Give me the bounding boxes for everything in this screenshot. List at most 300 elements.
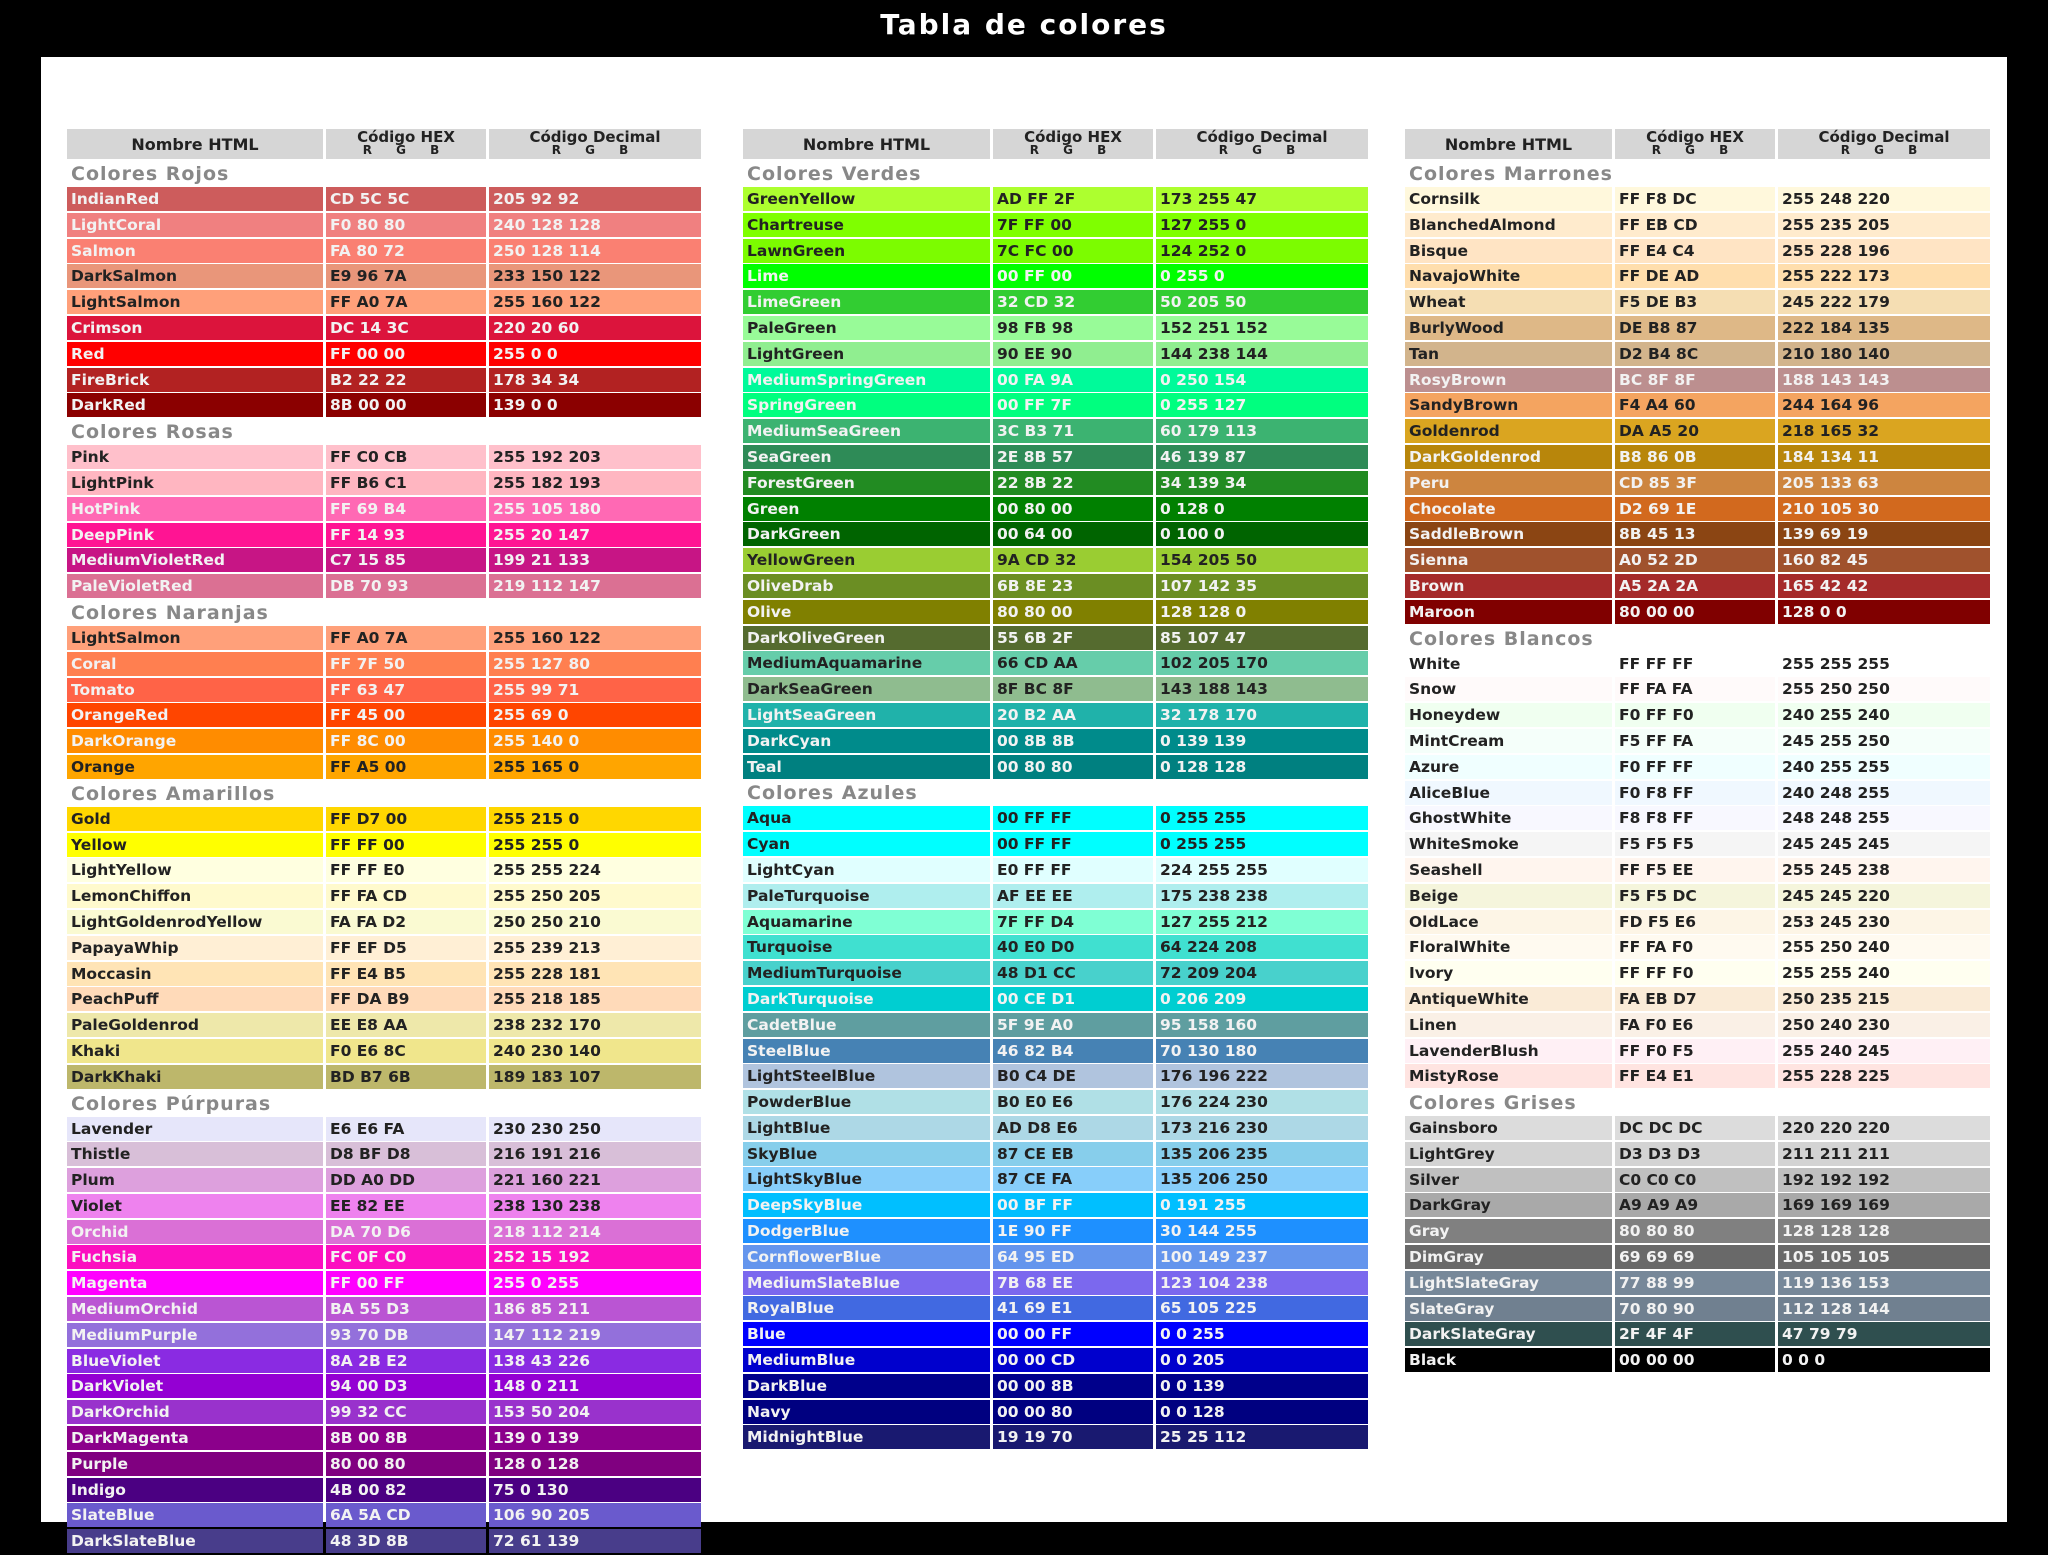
color-row [1405, 961, 1993, 985]
color-decimal: 255 239 213 [489, 936, 701, 960]
color-name: Plum [67, 1168, 323, 1192]
color-hex: F5 F5 F5 [1615, 832, 1775, 856]
color-name: LightSteelBlue [743, 1064, 990, 1088]
color-name: CadetBlue [743, 1013, 990, 1037]
color-name: PeachPuff [67, 987, 323, 1011]
color-row [1405, 368, 1993, 392]
color-row [67, 471, 704, 495]
color-name: MediumSpringGreen [743, 368, 990, 392]
color-name: SaddleBrown [1405, 522, 1612, 546]
color-hex: 80 80 00 [993, 600, 1153, 624]
color-decimal: 240 230 140 [489, 1039, 701, 1063]
color-name: DodgerBlue [743, 1219, 990, 1243]
color-decimal: 50 205 50 [1156, 290, 1368, 314]
color-name: LightYellow [67, 858, 323, 882]
header-decimal [489, 129, 701, 159]
color-row [743, 445, 1371, 469]
color-hex: C0 C0 C0 [1615, 1168, 1775, 1192]
color-name: LightSalmon [67, 626, 323, 650]
color-hex: FF 63 47 [326, 678, 486, 702]
color-hex: 64 95 ED [993, 1245, 1153, 1269]
color-row [1405, 1039, 1993, 1063]
color-name: Teal [743, 755, 990, 779]
color-name: SeaGreen [743, 445, 990, 469]
color-hex: FF DA B9 [326, 987, 486, 1011]
color-name: Olive [743, 600, 990, 624]
color-name: DarkViolet [67, 1374, 323, 1398]
header-decimal-label: Código Decimal [529, 128, 661, 146]
color-name: Chartreuse [743, 213, 990, 237]
color-row [743, 1374, 1371, 1398]
color-name: LightCoral [67, 213, 323, 237]
color-name: LightSlateGray [1405, 1271, 1612, 1295]
color-column-2 [743, 129, 1371, 1451]
color-row [67, 833, 704, 857]
color-row [743, 1013, 1371, 1037]
color-row [67, 936, 704, 960]
color-name: Peru [1405, 471, 1612, 495]
color-hex: 66 CD AA [993, 651, 1153, 675]
color-row [1405, 1245, 1993, 1269]
color-row [67, 858, 704, 882]
color-name: PapayaWhip [67, 936, 323, 960]
color-hex: FF 14 93 [326, 523, 486, 547]
color-hex: BA 55 D3 [326, 1297, 486, 1321]
color-hex: B0 E0 E6 [993, 1090, 1153, 1114]
color-hex: 1E 90 FF [993, 1219, 1153, 1243]
color-decimal: 210 180 140 [1778, 342, 1990, 366]
header-decimal [1778, 129, 1990, 159]
color-decimal: 160 82 45 [1778, 548, 1990, 572]
color-row [743, 1090, 1371, 1114]
color-name: SteelBlue [743, 1039, 990, 1063]
color-decimal: 95 158 160 [1156, 1013, 1368, 1037]
color-row [743, 677, 1371, 701]
color-row [743, 1322, 1371, 1346]
color-name: Tan [1405, 342, 1612, 366]
color-name: PaleVioletRed [67, 574, 323, 598]
color-name: OliveDrab [743, 574, 990, 598]
color-name: Green [743, 497, 990, 521]
color-decimal: 47 79 79 [1778, 1322, 1990, 1346]
color-decimal: 219 112 147 [489, 574, 701, 598]
color-row [67, 884, 704, 908]
color-decimal: 173 216 230 [1156, 1116, 1368, 1140]
color-row [743, 935, 1371, 959]
color-row [743, 1245, 1371, 1269]
color-decimal: 169 169 169 [1778, 1193, 1990, 1217]
color-hex: FF E4 C4 [1615, 239, 1775, 263]
color-row [1405, 471, 1993, 495]
color-name: DarkGray [1405, 1193, 1612, 1217]
color-hex: DE B8 87 [1615, 316, 1775, 340]
color-decimal: 218 112 214 [489, 1220, 701, 1244]
color-decimal: 250 240 230 [1778, 1013, 1990, 1037]
color-decimal: 0 255 0 [1156, 264, 1368, 288]
color-decimal: 255 250 240 [1778, 935, 1990, 959]
color-hex: FF 00 FF [326, 1271, 486, 1295]
color-decimal: 0 139 139 [1156, 729, 1368, 753]
color-row [67, 1426, 704, 1450]
color-name: OldLace [1405, 910, 1612, 934]
color-name: ForestGreen [743, 471, 990, 495]
color-hex: FF FF F0 [1615, 961, 1775, 985]
color-hex: 41 69 E1 [993, 1296, 1153, 1320]
color-decimal: 186 85 211 [489, 1297, 701, 1321]
color-hex: 00 FF FF [993, 806, 1153, 830]
color-hex: FF EB CD [1615, 213, 1775, 237]
color-name: Azure [1405, 755, 1612, 779]
color-hex: 87 CE EB [993, 1142, 1153, 1166]
color-decimal: 240 248 255 [1778, 781, 1990, 805]
color-hex: 70 80 90 [1615, 1297, 1775, 1321]
color-row [1405, 1168, 1993, 1192]
color-hex: FF 69 B4 [326, 497, 486, 521]
color-name: Beige [1405, 884, 1612, 908]
color-decimal: 176 224 230 [1156, 1090, 1368, 1114]
color-row [67, 1271, 704, 1295]
color-decimal: 238 232 170 [489, 1013, 701, 1037]
color-name: MediumSeaGreen [743, 419, 990, 443]
color-name: MediumPurple [67, 1323, 323, 1347]
color-name: Blue [743, 1322, 990, 1346]
color-hex: 2F 4F 4F [1615, 1322, 1775, 1346]
color-hex: 00 00 00 [1615, 1348, 1775, 1372]
color-row [743, 961, 1371, 985]
color-hex: 22 8B 22 [993, 471, 1153, 495]
color-row [1405, 1297, 1993, 1321]
color-name: MistyRose [1405, 1064, 1612, 1088]
color-decimal: 255 228 225 [1778, 1064, 1990, 1088]
color-decimal: 102 205 170 [1156, 651, 1368, 675]
color-name: Pink [67, 445, 323, 469]
color-name: FireBrick [67, 368, 323, 392]
color-row [67, 1117, 704, 1141]
color-hex: E0 FF FF [993, 858, 1153, 882]
color-decimal: 0 255 127 [1156, 393, 1368, 417]
color-decimal: 216 191 216 [489, 1142, 701, 1166]
color-name: LemonChiffon [67, 884, 323, 908]
color-hex: FF FF FF [1615, 652, 1775, 676]
color-decimal: 135 206 235 [1156, 1142, 1368, 1166]
color-row [743, 1348, 1371, 1372]
color-decimal: 255 160 122 [489, 290, 701, 314]
color-row [67, 1323, 704, 1347]
color-decimal: 0 255 255 [1156, 832, 1368, 856]
color-hex: DD A0 DD [326, 1168, 486, 1192]
color-name: DeepPink [67, 523, 323, 547]
color-name: PaleGreen [743, 316, 990, 340]
color-row [1405, 1348, 1993, 1372]
color-row [1405, 884, 1993, 908]
color-row [743, 574, 1371, 598]
color-row [1405, 1193, 1993, 1217]
color-decimal: 139 0 139 [489, 1426, 701, 1450]
color-row [743, 393, 1371, 417]
color-decimal: 255 255 240 [1778, 961, 1990, 985]
color-decimal: 184 134 11 [1778, 445, 1990, 469]
color-hex: 00 FA 9A [993, 368, 1153, 392]
color-row [743, 264, 1371, 288]
color-hex: 5F 9E A0 [993, 1013, 1153, 1037]
color-row [67, 1065, 704, 1089]
color-name: DarkGoldenrod [1405, 445, 1612, 469]
color-decimal: 154 205 50 [1156, 548, 1368, 572]
color-name: SkyBlue [743, 1142, 990, 1166]
color-decimal: 255 99 71 [489, 678, 701, 702]
color-hex: FF EF D5 [326, 936, 486, 960]
color-row [743, 884, 1371, 908]
color-hex: 77 88 99 [1615, 1271, 1775, 1295]
color-decimal: 107 142 35 [1156, 574, 1368, 598]
color-row [67, 1297, 704, 1321]
color-name: YellowGreen [743, 548, 990, 572]
color-decimal: 0 128 128 [1156, 755, 1368, 779]
color-decimal: 138 43 226 [489, 1349, 701, 1373]
color-name: LightSalmon [67, 290, 323, 314]
color-row [1405, 1013, 1993, 1037]
color-decimal: 240 128 128 [489, 213, 701, 237]
color-hex: 00 80 80 [993, 755, 1153, 779]
header-name: Nombre HTML [1405, 129, 1612, 159]
color-row [67, 574, 704, 598]
color-row [743, 1193, 1371, 1217]
color-name: LightSkyBlue [743, 1167, 990, 1191]
color-hex: FF D7 00 [326, 807, 486, 831]
color-decimal: 0 206 209 [1156, 987, 1368, 1011]
color-row [1405, 1322, 1993, 1346]
color-row [67, 729, 704, 753]
color-name: BurlyWood [1405, 316, 1612, 340]
color-hex: FF C0 CB [326, 445, 486, 469]
color-hex: FF A5 00 [326, 755, 486, 779]
color-name: DarkSalmon [67, 264, 323, 288]
color-row [67, 445, 704, 469]
color-row [1405, 393, 1993, 417]
header-hex-label: Código HEX [1646, 128, 1744, 146]
color-row [1405, 987, 1993, 1011]
color-decimal: 0 255 255 [1156, 806, 1368, 830]
color-decimal: 230 230 250 [489, 1117, 701, 1141]
color-name: Ivory [1405, 961, 1612, 985]
color-hex: FC 0F C0 [326, 1245, 486, 1269]
color-hex: FF A0 7A [326, 290, 486, 314]
color-row [743, 806, 1371, 830]
color-row [743, 239, 1371, 263]
color-decimal: 0 0 255 [1156, 1322, 1368, 1346]
color-row [743, 1425, 1371, 1449]
color-hex: FA F0 E6 [1615, 1013, 1775, 1037]
color-row [1405, 935, 1993, 959]
color-row [67, 1478, 704, 1502]
color-hex: D2 69 1E [1615, 497, 1775, 521]
color-name: Black [1405, 1348, 1612, 1372]
color-row [67, 703, 704, 727]
color-decimal: 199 21 133 [489, 548, 701, 572]
color-hex: F0 FF F0 [1615, 703, 1775, 727]
color-decimal: 165 42 42 [1778, 574, 1990, 598]
color-decimal: 245 245 220 [1778, 884, 1990, 908]
color-name: DarkSlateBlue [67, 1529, 323, 1553]
color-hex: B2 22 22 [326, 368, 486, 392]
color-name: SlateBlue [67, 1503, 323, 1527]
color-decimal: 139 0 0 [489, 393, 701, 417]
color-name: Moccasin [67, 962, 323, 986]
section-title: Colores Blancos [1409, 627, 1594, 650]
color-name: PaleGoldenrod [67, 1013, 323, 1037]
color-name: LightGreen [743, 342, 990, 366]
color-hex: 48 D1 CC [993, 961, 1153, 985]
color-table-panel [41, 57, 2007, 1551]
color-name: GhostWhite [1405, 806, 1612, 830]
color-decimal: 255 140 0 [489, 729, 701, 753]
color-row [743, 1064, 1371, 1088]
color-decimal: 218 165 32 [1778, 419, 1990, 443]
color-decimal: 25 25 112 [1156, 1425, 1368, 1449]
color-row [743, 548, 1371, 572]
color-decimal: 255 255 224 [489, 858, 701, 882]
color-decimal: 255 20 147 [489, 523, 701, 547]
color-hex: DC DC DC [1615, 1116, 1775, 1140]
color-name: MediumTurquoise [743, 961, 990, 985]
color-name: Red [67, 342, 323, 366]
color-row [1405, 677, 1993, 701]
color-hex: BD B7 6B [326, 1065, 486, 1089]
color-row [743, 522, 1371, 546]
color-row [67, 368, 704, 392]
color-decimal: 210 105 30 [1778, 497, 1990, 521]
color-row [1405, 729, 1993, 753]
color-row [1405, 316, 1993, 340]
color-name: DarkOliveGreen [743, 626, 990, 650]
color-decimal: 143 188 143 [1156, 677, 1368, 701]
color-hex: F5 FF FA [1615, 729, 1775, 753]
color-decimal: 0 100 0 [1156, 522, 1368, 546]
color-decimal: 248 248 255 [1778, 806, 1990, 830]
color-decimal: 255 222 173 [1778, 264, 1990, 288]
color-decimal: 253 245 230 [1778, 910, 1990, 934]
color-name: RoyalBlue [743, 1296, 990, 1320]
color-row [67, 1529, 704, 1553]
color-hex: FF FF E0 [326, 858, 486, 882]
color-decimal: 255 215 0 [489, 807, 701, 831]
color-hex: 69 69 69 [1615, 1245, 1775, 1269]
color-decimal: 244 164 96 [1778, 393, 1990, 417]
color-hex: FF E4 B5 [326, 962, 486, 986]
color-row [1405, 574, 1993, 598]
color-row [1405, 445, 1993, 469]
color-name: RosyBrown [1405, 368, 1612, 392]
color-hex: FA FA D2 [326, 910, 486, 934]
color-hex: 8A 2B E2 [326, 1349, 486, 1373]
color-row [67, 626, 704, 650]
color-hex: 00 CE D1 [993, 987, 1153, 1011]
color-hex: 40 E0 D0 [993, 935, 1153, 959]
color-decimal: 72 61 139 [489, 1529, 701, 1553]
color-decimal: 211 211 211 [1778, 1142, 1990, 1166]
header-name: Nombre HTML [743, 129, 990, 159]
color-name: DimGray [1405, 1245, 1612, 1269]
color-hex: 7F FF D4 [993, 910, 1153, 934]
color-name: Fuchsia [67, 1245, 323, 1269]
color-name: MediumVioletRed [67, 548, 323, 572]
color-hex: A9 A9 A9 [1615, 1193, 1775, 1217]
color-decimal: 255 255 0 [489, 833, 701, 857]
color-hex: 2E 8B 57 [993, 445, 1153, 469]
color-decimal: 255 248 220 [1778, 187, 1990, 211]
color-name: Wheat [1405, 290, 1612, 314]
color-decimal: 124 252 0 [1156, 239, 1368, 263]
color-decimal: 72 209 204 [1156, 961, 1368, 985]
color-row [67, 1039, 704, 1063]
color-row [1405, 213, 1993, 237]
color-row [743, 316, 1371, 340]
color-decimal: 255 240 245 [1778, 1039, 1990, 1063]
color-decimal: 245 245 245 [1778, 832, 1990, 856]
color-name: Goldenrod [1405, 419, 1612, 443]
color-name: LightCyan [743, 858, 990, 882]
header-hex [1615, 129, 1775, 159]
color-hex: 00 BF FF [993, 1193, 1153, 1217]
color-row [743, 987, 1371, 1011]
header-hex-rgb: R G B [1651, 143, 1739, 157]
color-name: Maroon [1405, 600, 1612, 624]
color-decimal: 255 69 0 [489, 703, 701, 727]
color-row [1405, 1116, 1993, 1140]
color-name: DarkMagenta [67, 1426, 323, 1450]
color-name: Gainsboro [1405, 1116, 1612, 1140]
header-decimal-label: Código Decimal [1196, 128, 1328, 146]
color-hex: 46 82 B4 [993, 1039, 1153, 1063]
color-row [743, 1400, 1371, 1424]
color-hex: DB 70 93 [326, 574, 486, 598]
color-decimal: 112 128 144 [1778, 1297, 1990, 1321]
color-decimal: 205 133 63 [1778, 471, 1990, 495]
color-decimal: 70 130 180 [1156, 1039, 1368, 1063]
color-hex: 80 00 80 [326, 1452, 486, 1476]
section-title: Colores Rojos [71, 163, 230, 185]
color-row [67, 497, 704, 521]
color-hex: FF F8 DC [1615, 187, 1775, 211]
color-decimal: 32 178 170 [1156, 703, 1368, 727]
color-row [67, 342, 704, 366]
color-decimal: 255 0 0 [489, 342, 701, 366]
color-row [743, 213, 1371, 237]
color-hex: FA EB D7 [1615, 987, 1775, 1011]
color-hex: C7 15 85 [326, 548, 486, 572]
color-name: Indigo [67, 1478, 323, 1502]
color-name: HotPink [67, 497, 323, 521]
color-row [1405, 522, 1993, 546]
color-hex: FF A0 7A [326, 626, 486, 650]
color-hex: 90 EE 90 [993, 342, 1153, 366]
color-decimal: 128 0 0 [1778, 600, 1990, 624]
color-name: LightGoldenrodYellow [67, 910, 323, 934]
header-decimal-rgb: R G B [1218, 143, 1306, 157]
color-row [1405, 497, 1993, 521]
color-hex: BC 8F 8F [1615, 368, 1775, 392]
color-decimal: 250 250 210 [489, 910, 701, 934]
color-hex: 00 00 FF [993, 1322, 1153, 1346]
color-hex: FF E4 E1 [1615, 1064, 1775, 1088]
color-row [743, 1116, 1371, 1140]
color-name: PowderBlue [743, 1090, 990, 1114]
color-hex: 20 B2 AA [993, 703, 1153, 727]
color-row [1405, 342, 1993, 366]
color-name: Turquoise [743, 935, 990, 959]
color-row [67, 987, 704, 1011]
color-decimal: 255 127 80 [489, 652, 701, 676]
